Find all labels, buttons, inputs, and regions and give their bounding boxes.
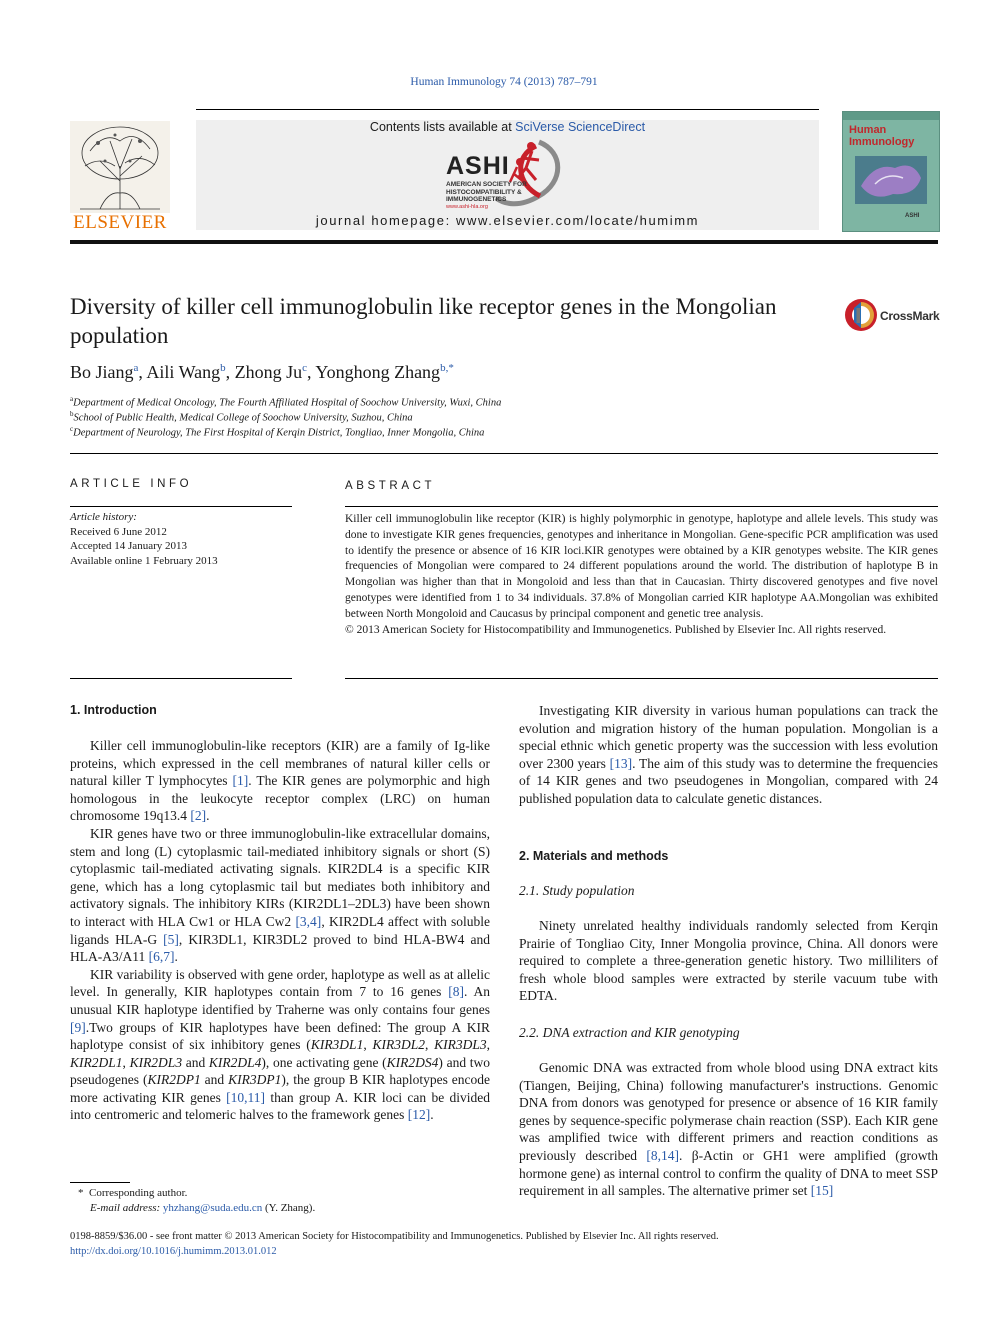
text-run: KIR genes have two or three immunoglobulin-like extracellular domains, stem and long (L) cytoplasmic tail-mediated inhibitory signals or short (S) cytoplasmic tail-mediated activating signals. KIR2DL4 is a specific KIR gene, which has a long cytoplasmic tail but mediates both inhibitory and activatory signals. The inhibitory KIRs (KIR2DL1–2DL3) have been shown to interact with HLA Cw1 or HLA Cw2	[70, 825, 490, 929]
history-accepted: Accepted 14 January 2013	[70, 540, 187, 553]
citation-link[interactable]: [1]	[232, 773, 249, 789]
history-received: Received 6 June 2012	[70, 525, 167, 538]
gene-name: KIR3DL1	[310, 1037, 364, 1053]
ashi-name-line: AMERICAN SOCIETY FOR	[446, 181, 527, 188]
text-run: , KIR3DL1, KIR3DL2 proved to bind HLA-BW4 and HLA-A3/A11	[70, 931, 490, 965]
abstract-rule	[345, 506, 938, 507]
citation-link[interactable]: [8]	[448, 984, 464, 1000]
gene-name: KIR2DP1	[147, 1072, 201, 1088]
dna-extraction-body	[519, 1059, 938, 1200]
footnote-rule	[70, 1182, 130, 1183]
intro-paragraph	[70, 737, 490, 825]
journal-homepage-line	[196, 213, 819, 228]
abstract-body	[345, 512, 938, 638]
text-run: . The KIR genes are polymorphic and high homologous in the leukocyte receptor complex (LRC) on human chromosome 19q13.4	[70, 773, 490, 824]
citation-link[interactable]: [15]	[810, 1183, 834, 1199]
text-run: than group A. KIR loci can be divided into centromeric and telomeric halves to the framework genes	[70, 1089, 490, 1123]
footnote-star: *	[78, 1187, 84, 1199]
contents-line	[196, 120, 819, 134]
ashi-name-line: IMMUNOGENETICS	[446, 196, 507, 203]
gene-name: KIR3DL2	[372, 1037, 425, 1053]
text-run: .	[174, 949, 178, 965]
history-online: Available online 1 February 2013	[70, 554, 218, 567]
article-info-bottom-rule	[70, 678, 292, 679]
ashi-text: ASHI	[446, 152, 510, 180]
footnote-corresponding	[70, 1186, 315, 1201]
text-run: . The aim of this study was to determine the frequencies of 14 KIR genes and two pseudogenes in Mongolian, compared with 24 published population data to calculate genetic distances.	[519, 755, 938, 806]
author-name: Aili Wang	[146, 362, 221, 382]
citation-link[interactable]: [10,11]	[226, 1089, 266, 1105]
methods-heading: 2. Materials and methods	[519, 849, 669, 863]
dna-extraction-heading: 2.2. DNA extraction and KIR genotyping	[519, 1025, 740, 1040]
sciencedirect-link[interactable]: SciVerse ScienceDirect	[515, 120, 646, 134]
text-run: .	[206, 808, 210, 824]
cover-badge: ASHI	[905, 213, 920, 219]
methods-paragraph	[519, 1059, 938, 1200]
abstract-copyright: © 2013 American Society for Histocompatibility and Immunogenetics. Published by Elsevier Inc. All rights reserved.	[345, 623, 887, 636]
left-column	[70, 737, 490, 1124]
author-affil-mark[interactable]: b	[220, 362, 226, 374]
text-run: Genomic DNA was extracted from whole blood using DNA extract kits (Tiangen, Beijing, China) following manufacturer's instructions. Genomic DNA from donors was genotyped for presence or absence of 16 KIR family genes by sequence-specific polymerase chain reaction (SSP). Each KIR gene was amplified twice with different primers and reaction conditions as previously described	[519, 1060, 938, 1163]
affil-text: Department of Medical Oncology, The Fourth Affiliated Hospital of Soochow University, Wuxi, China	[73, 397, 502, 409]
history-label: Article history:	[70, 511, 137, 523]
homepage-prefix: journal homepage:	[315, 213, 457, 228]
footnote	[70, 1186, 315, 1215]
article-info-rule	[70, 506, 292, 507]
methods-paragraph: Ninety unrelated healthy individuals randomly selected from Kerqin Prairie of Tongliao City, Inner Mongolia province, China. All donors were required to complete a three-generation genetic history. Two milliliters of fresh whole blood samples were extracted by sterile vacuum tube with EDTA.	[519, 918, 938, 1004]
affiliation	[70, 410, 413, 424]
author-list: Bo Jiang$^a$, Aili Wang$^b$, Zhong Ju$^c$, Yonghong Zhang$^{b,*}$	[70, 362, 454, 382]
text-run: ), the group B KIR haplotypes encode more activating KIR genes	[70, 1072, 491, 1105]
study-population-body	[519, 917, 938, 1005]
text-run: KIR variability is observed with gene order, haplotype as well as at allelic level. In generally, KIR haplotypes contain from 7 to 16 genes	[70, 966, 490, 1000]
text-run: . β-Actin or GH1 were amplified (growth hormone gene) as internal control to confirm the quality of DNA to meet SSP requirement in all samples. The alternative primer set	[519, 1147, 938, 1199]
text-run: ) and two pseudogenes (	[70, 1054, 490, 1088]
intro-paragraph	[519, 702, 938, 808]
intro-heading: 1. Introduction	[70, 703, 157, 717]
article-info-heading: ARTICLE INFO	[70, 478, 193, 490]
homepage-url[interactable]: www.elsevier.com/locate/humimm	[456, 213, 700, 228]
email-link[interactable]: yhzhang@suda.edu.cn	[162, 1201, 263, 1214]
intro-paragraph: KIR variability is observed with gene order, haplotype as well as at allelic level. In generally, KIR haplotypes contain from 7 to 16 genes [8]. An unusual KIR haplotype identified by Traherne was only contains four genes [9].Two groups of KIR haplotypes have been defined: The group A KIR haplotype consist of six inhibitory genes (KIR3DL1, KIR3DL2, KIR3DL3, KIR2DL1, KIR2DL3 and KIR2DL4), one activating gene (KIR2DS4) and two pseudogenes (KIR2DP1 and KIR3DP1), the group B KIR haplotypes encode more activating KIR genes [10,11] than group A. KIR loci can be divided into centromeric and telomeric halves to the framework genes [12].	[70, 966, 491, 1123]
gene-name: KIR3DP1	[228, 1072, 282, 1088]
journal-reference[interactable]: Human Immunology 74 (2013) 787–791	[410, 76, 598, 88]
affil-mark: b	[70, 410, 74, 418]
affil-mark: a	[70, 395, 74, 403]
text-run: Investigating KIR diversity in various human populations can track the evolution and migration history of the human population. Mongolian is a special ethnic which genetic property was the succession with less evolution over 2300 years	[519, 703, 938, 771]
journal-cover-image[interactable]	[842, 111, 940, 232]
cover-title: Human Immunology	[849, 124, 915, 148]
text-run: ), one activating gene (	[261, 1054, 387, 1070]
text-run: .Two groups of KIR haplotypes have been defined: The group A KIR haplotype consist of six inhibitory genes (	[70, 1019, 490, 1053]
right-column-intro	[519, 702, 938, 808]
text-run: .	[430, 1107, 434, 1123]
cover-illustration	[855, 156, 927, 204]
citation-link[interactable]: [3,4]	[295, 913, 322, 929]
email-suffix: (Y. Zhang).	[262, 1201, 316, 1214]
citation-link[interactable]: [5]	[163, 931, 179, 947]
text-run: Killer cell immunoglobulin-like receptors (KIR) are a family of Ig-like proteins, which expressed in the cell membranes of natural killer cells or natural killer T lymphocytes	[70, 738, 490, 789]
author-name: Zhong Ju	[234, 362, 303, 382]
text-run: . An unusual KIR haplotype identified by Traherne was only contains four genes	[70, 984, 490, 1017]
author-name: Bo Jiang	[70, 362, 134, 382]
article-title: Diversity of killer cell immunoglobulin like receptor genes in the Mongolian population	[70, 294, 777, 348]
author-affil-mark[interactable]: a	[133, 362, 139, 374]
crossmark-button[interactable]	[844, 298, 878, 337]
abstract-text: Killer cell immunoglobulin like receptor (KIR) is highly polymorphic in genotype, haplotype and allele levels. This study was done to investigate KIR genes frequencies, genotypes and inheritance in Mongolian. Gene-specific PCR amplification was used to identify the presence or absence of 16 KIR loci.KIR genotypes were obtained by a KIR genotypes website. The KIR genes frequencies of Mongolian were compared to 24 different populations around the world. The distribution of haplotype B in Mongolian was higher than that in Mongoloid and less than that in Caucasian. Thirty discovered genotypes and five novel genotypes were identified from 1 to 34 individuals. 37.8% of Mongolian carried KIR haplotype AA.Mongolian was exhibited between North Mongoloid and Caucasus by principal component and genetic tree analysis.	[345, 513, 938, 620]
article-history	[70, 510, 218, 568]
footnote-corr-text: Corresponding author.	[89, 1187, 188, 1199]
doi-link[interactable]: http://dx.doi.org/10.1016/j.humimm.2013.01.012	[70, 1245, 277, 1257]
citation-link[interactable]: [9]	[70, 1019, 86, 1035]
abstract-bottom-rule	[345, 678, 938, 679]
ashi-url: www.ashi-hla.org	[446, 203, 488, 210]
page-bottom-info	[70, 1230, 719, 1259]
citation-link[interactable]: [2]	[190, 808, 207, 824]
gene-name: KIR3DL3	[434, 1037, 487, 1053]
contents-prefix: Contents lists available at	[369, 120, 516, 134]
text-run: , KIR2DL4 affect with soluble ligands HLA-G	[70, 913, 491, 947]
gene-name: KIR2DL1	[70, 1054, 123, 1070]
author-affil-mark[interactable]: c	[302, 362, 308, 374]
gene-name: KIR2DS4	[386, 1054, 439, 1070]
affiliation	[70, 425, 484, 439]
elsevier-wordmark: ELSEVIER	[73, 212, 167, 233]
affil-mark: c	[70, 425, 74, 433]
citation-link[interactable]: [8,14]	[646, 1147, 680, 1163]
intro-paragraph	[70, 825, 490, 966]
issn-line: 0198-8859/$36.00 - see front matter © 2013 American Society for Histocompatibility and Immunogenetics. Published by Elsevier Inc. All rights reserved.	[70, 1231, 719, 1242]
gene-name: KIR2DL4	[208, 1054, 262, 1070]
crossmark-label[interactable]: CrossMark	[880, 309, 940, 323]
study-population-heading: 2.1. Study population	[519, 883, 635, 898]
affil-text: Department of Neurology, The First Hospital of Kerqin District, Tongliao, Inner Mongolia, China	[73, 427, 485, 439]
abstract-heading: ABSTRACT	[345, 480, 436, 492]
affiliations-rule	[70, 453, 938, 454]
citation-link[interactable]: [6,7]	[148, 949, 175, 965]
ashi-name-line: HISTOCOMPATIBILITY &	[446, 188, 522, 196]
email-label: E-mail address:	[90, 1201, 161, 1214]
header-thick-rule	[70, 240, 938, 244]
ashi-society-name	[446, 181, 527, 211]
citation-link[interactable]: [13]	[609, 755, 633, 771]
citation-link[interactable]: [12]	[407, 1107, 431, 1123]
author-name: Yonghong Zhang	[315, 362, 441, 382]
crossmark-icon	[844, 298, 878, 332]
gene-name: KIR2DL3	[129, 1054, 183, 1070]
affiliation	[70, 395, 501, 409]
author-affil-mark[interactable]: b,*	[440, 362, 454, 374]
footnote-email	[70, 1201, 315, 1216]
cover-top-bar	[843, 112, 939, 120]
affil-text: School of Public Health, Medical College of Soochow University, Suzhou, China	[73, 412, 413, 424]
header-top-rule	[196, 109, 819, 110]
